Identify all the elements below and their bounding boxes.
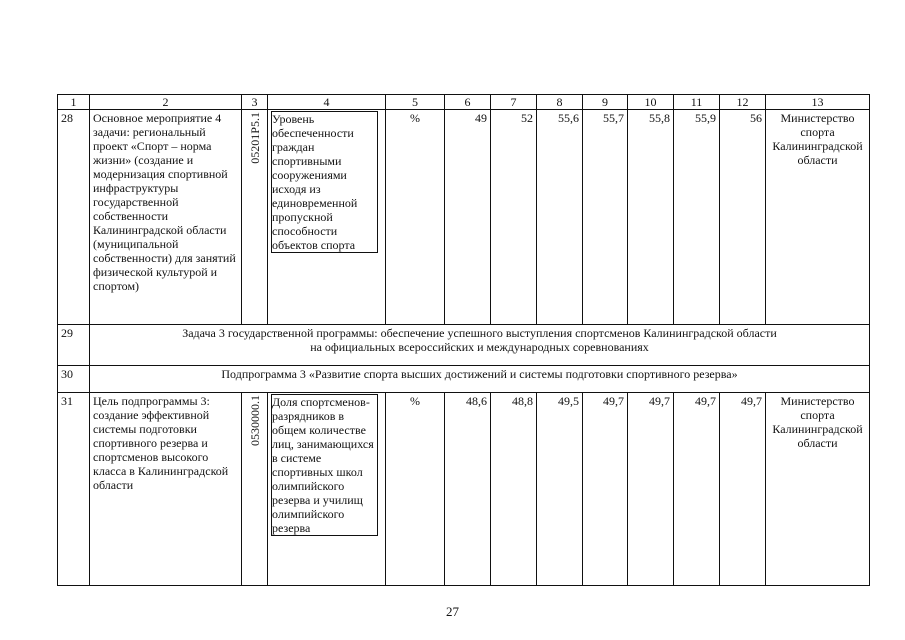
code-cell — [242, 393, 268, 586]
header-cell: 4 — [268, 95, 386, 110]
header-cell: 3 — [242, 95, 268, 110]
header-cell: 6 — [445, 95, 491, 110]
value-cell: 48,6 — [445, 393, 491, 586]
event-name: Основное мероприятие 4 задачи: региональный проект «Спорт – норма жизни» (создание и модернизация спортивной инфраструктуры государственной собственности Калининградской области (муниципальной собственности) для занятий физической культурой и спортом) — [90, 110, 242, 325]
header-cell: 2 — [90, 95, 242, 110]
value-cell: 55,6 — [537, 110, 583, 325]
header-cell: 5 — [386, 95, 445, 110]
page-number: 27 — [446, 604, 459, 619]
value-cell: 55,9 — [674, 110, 720, 325]
value-cell: 49,7 — [674, 393, 720, 586]
indicator-name — [268, 393, 386, 586]
indicator-name — [268, 110, 386, 325]
table-row — [58, 366, 870, 393]
unit-cell: % — [386, 110, 445, 325]
row-number: 29 — [58, 325, 90, 366]
indicator-text: Доля спортсменов-разрядников в общем количестве лиц, занимающихся в системе спортивных школ олимпийского резерва и училищ олимпийского резерва — [271, 394, 378, 536]
code-text: 05201P5.1 — [247, 112, 262, 164]
event-name: Цель подпрограммы 3: создание эффективной системы подготовки спортивного резерва и спортсменов высокого класса в Калининградской области — [90, 393, 242, 586]
header-cell: 13 — [766, 95, 870, 110]
executor-cell: Министерство спорта Калининградской области — [766, 393, 870, 586]
header-cell: 7 — [491, 95, 537, 110]
task-heading-line: Задача 3 государственной программы: обеспечение успешного выступления спортсменов Калининградской области — [182, 326, 777, 340]
header-cell: 1 — [58, 95, 90, 110]
header-cell: 12 — [720, 95, 766, 110]
table-row — [58, 393, 870, 586]
value-cell: 55,7 — [583, 110, 628, 325]
indicator-text: Уровень обеспеченности граждан спортивными сооружениями исходя из единовременной пропускной способности объектов спорта — [271, 111, 378, 253]
value-cell: 55,8 — [628, 110, 674, 325]
header-row — [58, 95, 870, 110]
value-cell: 48,8 — [491, 393, 537, 586]
executor-cell: Министерство спорта Калининградской области — [766, 110, 870, 325]
task-heading — [90, 325, 870, 366]
value-cell: 56 — [720, 110, 766, 325]
subprogram-heading: Подпрограмма 3 «Развитие спорта высших достижений и системы подготовки спортивного резерва» — [90, 366, 870, 393]
row-number: 28 — [58, 110, 90, 325]
header-cell: 11 — [674, 95, 720, 110]
row-number: 31 — [58, 393, 90, 586]
value-cell: 49,7 — [720, 393, 766, 586]
value-cell: 52 — [491, 110, 537, 325]
indicators-table — [57, 94, 870, 586]
header-cell: 8 — [537, 95, 583, 110]
table-row — [58, 110, 870, 325]
header-cell: 10 — [628, 95, 674, 110]
task-heading-line: на официальных всероссийских и международных соревнованиях — [310, 340, 649, 354]
row-number: 30 — [58, 366, 90, 393]
header-cell: 9 — [583, 95, 628, 110]
value-cell: 49,5 — [537, 393, 583, 586]
value-cell: 49,7 — [628, 393, 674, 586]
unit-cell: % — [386, 393, 445, 586]
value-cell: 49,7 — [583, 393, 628, 586]
code-text: 0530000.1 — [247, 395, 262, 446]
code-cell — [242, 110, 268, 325]
table-row — [58, 325, 870, 366]
value-cell: 49 — [445, 110, 491, 325]
